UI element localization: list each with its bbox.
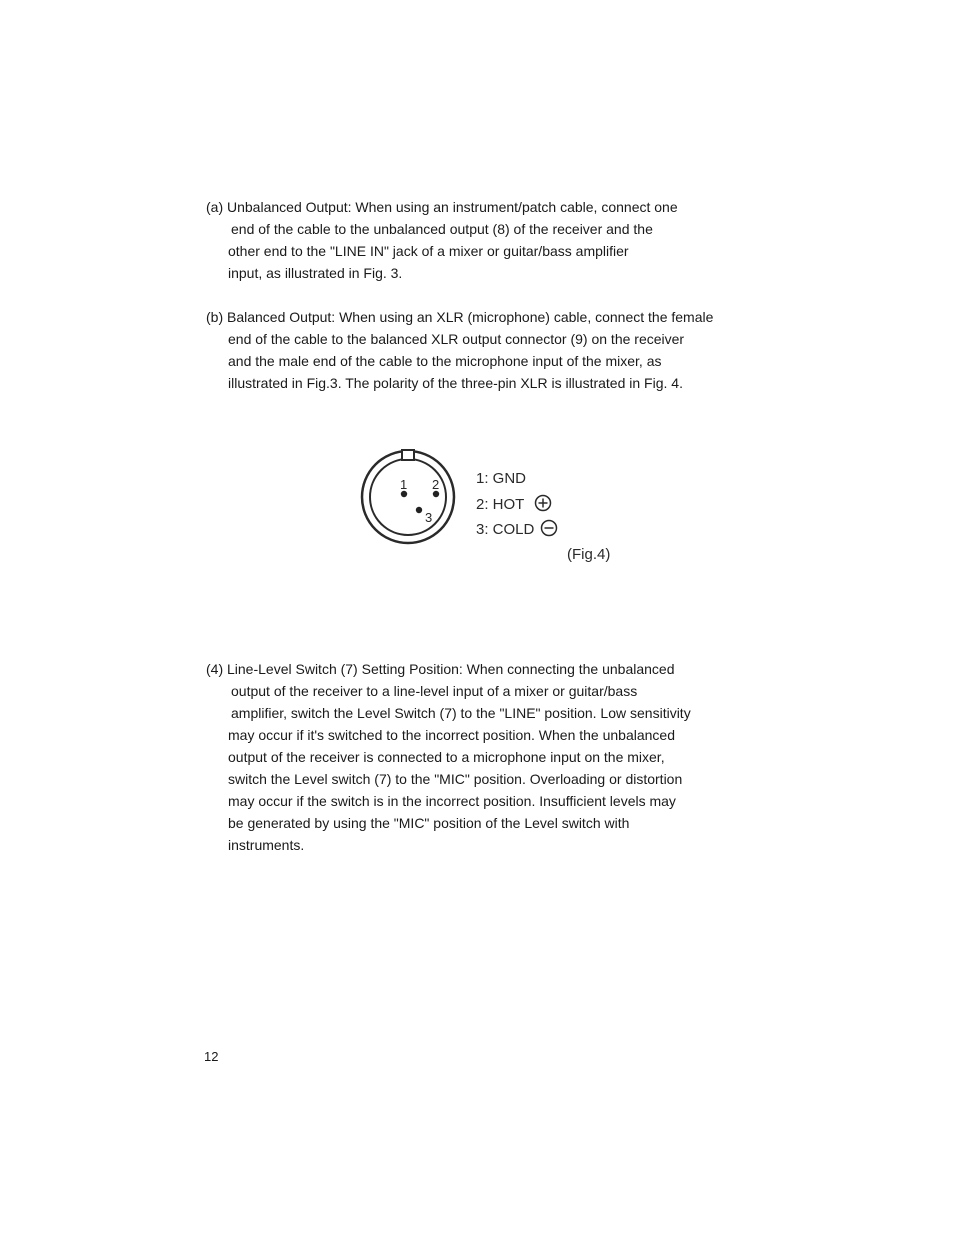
minus-circle-icon (542, 521, 557, 536)
paragraph-4-line: may occur if the switch is in the incorrect position. Insufficient levels may (228, 793, 676, 809)
pin-3-number: 3 (425, 510, 433, 525)
xlr-connector-diagram (360, 440, 640, 580)
paragraph-b-line: illustrated in Fig.3. The polarity of the three-pin XLR is illustrated in Fig. 4. (228, 375, 683, 391)
xlr-polarity-figure (360, 440, 640, 580)
paragraph-4-line: switch the Level switch (7) to the "MIC" position. Overloading or distortion (228, 771, 683, 787)
plus-circle-icon (536, 496, 551, 511)
pin-1-number: 1 (400, 477, 408, 492)
paragraph-4-line: output of the receiver is connected to a microphone input on the mixer, (228, 749, 665, 765)
paragraph-4-line: may occur if it's switched to the incorrect position. When the unbalanced (228, 727, 676, 743)
paragraph-a-line: input, as illustrated in Fig. 3. (228, 265, 403, 281)
paragraph-a-line: other end to the "LINE IN" jack of a mixer or guitar/bass amplifier (228, 243, 629, 259)
paragraph-b-line: end of the cable to the balanced XLR output connector (9) on the receiver (228, 331, 685, 347)
paragraph-4-line: instruments. (228, 837, 305, 853)
paragraph-a-line: end of the cable to the unbalanced output (8) of the receiver and the (231, 221, 653, 237)
paragraph-b-line: (b) Balanced Output: When using an XLR (microphone) cable, connect the female (206, 309, 714, 325)
paragraph-b-line: and the male end of the cable to the microphone input of the mixer, as (228, 353, 662, 369)
pin-3-dot (416, 507, 422, 513)
xlr-inner-ring (370, 459, 446, 535)
hot-label: 2: HOT (476, 496, 525, 513)
page-number: 12 (204, 1049, 219, 1064)
paragraph-4-line: amplifier, switch the Level Switch (7) to the "LINE" position. Low sensitivity (231, 705, 691, 721)
paragraph-4-line: output of the receiver to a line-level input of a mixer or guitar/bass (231, 683, 638, 699)
paragraph-4-line: be generated by using the "MIC" position of the Level switch with (228, 815, 630, 831)
paragraph-4-line: (4) Line-Level Switch (7) Setting Position: When connecting the unbalanced (206, 661, 675, 677)
pin-2-number: 2 (432, 477, 440, 492)
gnd-label: 1: GND (476, 470, 527, 487)
cold-label: 3: COLD (476, 521, 535, 538)
figure-caption: (Fig.4) (567, 546, 611, 563)
xlr-key-notch (402, 450, 414, 460)
xlr-outer-ring (362, 451, 454, 543)
paragraph-a-line: (a) Unbalanced Output: When using an instrument/patch cable, connect one (206, 199, 678, 215)
